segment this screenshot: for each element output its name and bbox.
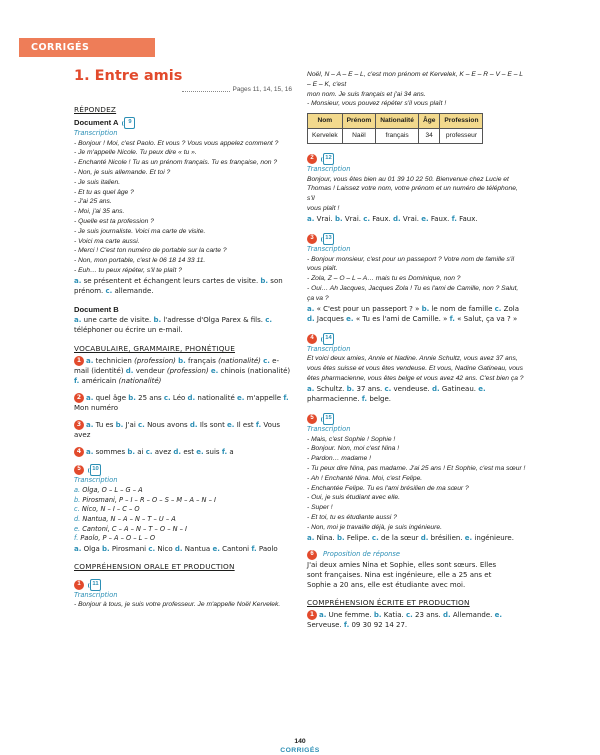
answer-text: américain <box>79 377 119 386</box>
audio-track-icon[interactable]: 11 <box>90 579 101 591</box>
answer-text: belge. <box>367 394 391 403</box>
answer-key: f. <box>221 448 228 457</box>
spelling-line: d. Nantua, N – A – N – T – U – A <box>74 514 176 523</box>
answer-text: e-mail (identité) <box>74 357 279 376</box>
answer-text: Nantua <box>182 544 213 553</box>
answer-text: (nationalité) <box>118 377 162 386</box>
answer-text: le nom de famille <box>429 304 495 313</box>
text-line: Sophie a 20 ans, elle est étudiante avec moi. <box>307 580 466 589</box>
text-line: - Euh… tu peux répéter, s'il te plaît ? <box>74 266 182 274</box>
table-header-profession: Profession <box>440 114 483 129</box>
answer-key: c. <box>263 357 270 366</box>
answer-key: b. <box>334 214 343 223</box>
text-line: - Je suis italien. <box>74 178 121 186</box>
exercise-3-answers <box>74 420 292 440</box>
exercise-r5-heading <box>307 413 527 425</box>
table-row <box>308 128 483 143</box>
answer-text: vendeur <box>133 367 167 376</box>
answer-text: Katia. <box>381 611 406 620</box>
answer-text: Nous avons <box>144 421 190 430</box>
table-cell: 34 <box>418 128 439 143</box>
table-cell: Kervelek <box>308 128 343 143</box>
answer-key: d. <box>307 314 315 323</box>
table-header-row <box>308 114 483 129</box>
doc-a-label: Document A <box>74 117 119 127</box>
answer-key: d. <box>125 367 134 376</box>
doc-a-answers <box>74 276 292 296</box>
answer-text: chinois (nationalité) <box>218 367 291 376</box>
answer-key: d. <box>187 394 196 403</box>
footer-label: CORRIGÉS <box>280 747 320 754</box>
answer-text: Il est <box>234 421 256 430</box>
answer-key: c. <box>384 384 392 393</box>
text-line: ça va ? <box>307 294 329 302</box>
exercise-number-badge: 5 <box>307 414 317 424</box>
answer-text: ai <box>135 448 146 457</box>
answer-text: Ils sont <box>197 421 228 430</box>
answer-key: e. <box>196 448 204 457</box>
transcription-label: Transcription <box>74 590 118 599</box>
text-line: vous êtes suisse et vous êtes vendeuse. Et vous, Nadine Gatineau, vous <box>307 365 523 373</box>
answer-key: e. <box>237 394 245 403</box>
answer-text: Serveuse. <box>307 621 344 630</box>
text-line: - Et toi, tu es étudiante aussi ? <box>307 513 397 521</box>
answer-key: d. <box>442 611 451 620</box>
answer-key: b. <box>421 304 430 313</box>
answer-text: vendeuse. <box>391 384 432 393</box>
answer-key: a. <box>86 421 94 430</box>
answer-text: se présentent et échangent leurs cartes de visite. <box>81 276 261 285</box>
answer-text: Nina. <box>314 533 337 542</box>
answer-text: J'ai <box>123 421 139 430</box>
answer-key: a. <box>74 315 82 324</box>
answer-text: de la sœur <box>378 533 421 542</box>
answer-text: technicien <box>93 357 135 366</box>
answer-text: Mon numéro <box>74 404 118 413</box>
answer-key: a. <box>86 357 94 366</box>
answer-text: une carte de visite. <box>81 315 154 324</box>
section-vgp: VOCABULAIRE, GRAMMAIRE, PHONÉTIQUE <box>74 343 236 353</box>
answer-text: brésilien. <box>428 533 465 542</box>
answer-key: b. <box>128 394 136 403</box>
text-line: - Super ! <box>307 504 333 512</box>
answer-key: c. <box>105 286 113 295</box>
exercise-r2-heading <box>307 153 527 165</box>
answer-key: c. <box>148 544 156 553</box>
answer-key: d. <box>420 533 429 542</box>
section-cop: COMPRÉHENSION ORALE ET PRODUCTION <box>74 561 235 571</box>
answer-key: b. <box>153 315 162 324</box>
left-column <box>74 70 292 610</box>
answer-key: e. <box>421 214 429 223</box>
answer-key: a. <box>307 214 315 223</box>
text-line: Bonjour, vous êtes bien au 01 39 10 22 50. Bienvenue chez Lucie et <box>307 175 509 183</box>
page-title: 1. Entre amis <box>74 68 183 84</box>
text-line: - Voici ma carte aussi. <box>74 237 140 245</box>
answer-text: Vrai. <box>342 214 364 223</box>
answer-text: ingénieure. <box>472 533 514 542</box>
doc-b-answers <box>74 315 292 335</box>
text-line: - Non, moi je travaille déjà, je suis ingénieure. <box>307 523 442 531</box>
answer-text: nationalité <box>195 394 238 403</box>
exercise-r2-answers <box>307 214 527 224</box>
audio-track-icon[interactable]: 9 <box>124 117 135 129</box>
right-column <box>307 70 527 630</box>
exercise-number-badge: 4 <box>74 447 84 457</box>
answer-key: f. <box>283 394 289 403</box>
audio-track-icon[interactable]: 14 <box>323 333 334 345</box>
table-header-nationalite: Nationalité <box>376 114 419 129</box>
answer-key: b. <box>336 533 345 542</box>
proposition-label: Proposition de réponse <box>323 549 401 558</box>
answer-key: c. <box>138 421 145 430</box>
text-line: - J'ai 25 ans. <box>74 198 112 206</box>
answer-key: e. <box>227 421 235 430</box>
answer-text: « Salut, ça va ? » <box>454 314 518 323</box>
answer-text: a <box>227 448 234 457</box>
text-line: Thomas ! Laissez votre nom, votre prénom et un numéro de téléphone, s'il <box>307 185 518 203</box>
answer-text: sommes <box>93 448 128 457</box>
answer-text: téléphoner ou écrire un e-mail. <box>74 325 183 334</box>
exercise-number-badge: 2 <box>74 393 84 403</box>
text-line: sont françaises. Nina est ingénieure, elle a 25 ans et <box>307 570 492 579</box>
answer-key: a. <box>307 384 315 393</box>
exercise-r3-answers <box>307 304 527 324</box>
section-tab: CORRIGÉS <box>19 38 155 57</box>
doc-a-transcription <box>74 139 292 276</box>
answer-text: quel âge <box>93 394 129 403</box>
table-header-prenom: Prénom <box>342 114 376 129</box>
answer-text: son prénom. <box>74 276 283 295</box>
answer-text: Cantoni <box>219 544 252 553</box>
answer-key: e. <box>346 314 354 323</box>
exercise-number-badge: 2 <box>307 154 317 164</box>
answer-key: c. <box>145 448 153 457</box>
answer-text: Pirosmani <box>109 544 149 553</box>
text-line: - Enchantée Felipe. Tu es l'ami brésilien de ma sœur ? <box>307 484 469 492</box>
answer-text: Allemande. <box>450 611 495 620</box>
exercise-4-answers <box>74 447 292 457</box>
text-line: - Oui, je suis étudiant avec elle. <box>307 494 400 502</box>
transcription-label: Transcription <box>74 128 118 137</box>
doc-a-heading <box>74 117 292 129</box>
answer-key: b. <box>127 448 136 457</box>
doc-b-label: Document B <box>74 304 119 314</box>
answer-key: f. <box>251 544 257 553</box>
transcription-label: Transcription <box>307 164 351 173</box>
answer-key: b. <box>373 611 382 620</box>
answer-text: (profession) <box>134 357 179 366</box>
answer-key: f. <box>343 621 350 630</box>
text-line: J'ai deux amies Nina et Sophie, elles sont sœurs. Elles <box>307 560 497 569</box>
exercise-r6-heading <box>307 550 527 560</box>
transcription-label: Transcription <box>74 476 118 485</box>
exercise-r2-transcription <box>307 175 527 214</box>
exercise-number-badge: 1 <box>74 356 84 366</box>
answer-text: Faux. <box>456 214 478 223</box>
answer-text: Zola <box>501 304 519 313</box>
text-line: - Non, je suis allemande. Et toi ? <box>74 168 171 176</box>
exercise-5-answers <box>74 544 292 554</box>
answer-text: l'adresse d'Olga Parex & fils. <box>161 315 266 324</box>
answer-key: b. <box>260 276 269 285</box>
answer-text: 37 ans. <box>354 384 385 393</box>
answer-text: 09 30 92 14 27. <box>349 621 408 630</box>
answer-key: f. <box>255 421 262 430</box>
text-line: - Merci ! C'est ton numéro de portable sur la carte ? <box>74 247 227 255</box>
answer-text: Felipe. <box>344 533 372 542</box>
answer-text: 23 ans. <box>412 611 443 620</box>
answer-key: d. <box>431 384 440 393</box>
spelling-line: e. Cantoni, C – A – N – T – O – N – I <box>74 524 187 533</box>
text-line: - Moi, j'ai 35 ans. <box>74 208 125 216</box>
answer-text: français <box>185 357 219 366</box>
audio-track-icon[interactable]: 12 <box>323 153 334 165</box>
answer-key: a. <box>307 304 315 313</box>
audio-track-icon[interactable]: 13 <box>323 233 334 245</box>
exercise-r4-answers <box>307 384 527 404</box>
answer-text: Faux. <box>370 214 393 223</box>
answer-key: d. <box>189 421 198 430</box>
exercise-number-badge: 1 <box>307 610 317 620</box>
text-line: Et voici deux amies, Annie et Nadine. Annie Schultz, vous avez 37 ans, <box>307 355 518 363</box>
answer-key: c. <box>371 533 379 542</box>
answer-key: f. <box>74 377 80 386</box>
table-cell: Naël <box>342 128 376 143</box>
text-line: vous plaît ! <box>307 204 340 212</box>
answer-text: Tu es <box>93 421 116 430</box>
exercise-2-answers <box>74 393 292 413</box>
answer-key: d. <box>392 214 401 223</box>
exercise-5-heading <box>74 464 292 476</box>
exercise-co1-heading <box>74 579 292 591</box>
answer-text: pharmacienne. <box>307 394 362 403</box>
exercise-r3-transcription <box>307 255 527 304</box>
exercise-number-badge: 4 <box>307 334 317 344</box>
answer-text: Vrai. <box>314 214 335 223</box>
text-line: vous plaît. <box>307 265 338 273</box>
spelling-line: f. Paolo, P – A – O – L – O <box>74 534 156 543</box>
answer-key: c. <box>494 304 502 313</box>
table-cell: français <box>376 128 419 143</box>
exercise-number-badge: 6 <box>307 550 317 560</box>
text-line: - Je m'appelle Nicole. Tu peux dire « tu ». <box>74 149 197 157</box>
answer-key: a. <box>319 611 327 620</box>
title-row <box>74 70 292 96</box>
answer-text: Paolo <box>256 544 278 553</box>
answer-text: allemande. <box>112 286 154 295</box>
identity-table <box>307 113 483 144</box>
exercise-ce1-answers <box>307 610 527 630</box>
doc-b-heading <box>74 305 292 315</box>
exercise-r6-answer <box>307 560 527 590</box>
text-line: - Je suis journaliste. Voici ma carte de visite. <box>74 227 206 235</box>
exercise-5-spelling <box>74 486 292 544</box>
spelling-line: b. Pirosmani, P – I – R – O – S – M – A – N – I <box>74 495 216 504</box>
answer-key: e. <box>464 533 473 542</box>
answer-key: e. <box>212 544 220 553</box>
text-line: - Mais, c'est Sophie ! Sophie ! <box>307 435 396 443</box>
exercise-r5-transcription <box>307 435 527 533</box>
answer-text: Jacques <box>314 314 347 323</box>
section-repondez: RÉPONDEZ <box>74 105 117 114</box>
text-line: - Quelle est ta profession ? <box>74 217 154 225</box>
exercise-number-badge: 3 <box>74 420 84 430</box>
answer-key: d. <box>174 544 183 553</box>
answer-text: Faux. <box>428 214 452 223</box>
text-line: - Bonjour ! Moi, c'est Paolo. Et vous ? Vous vous appelez comment ? <box>74 139 279 147</box>
answer-key: c. <box>405 611 413 620</box>
answer-text: Vous avez <box>74 421 281 440</box>
exercise-number-badge: 1 <box>74 580 84 590</box>
answer-text: « C'est pour un passeport ? » <box>314 304 422 313</box>
answer-key: a. <box>74 276 82 285</box>
intro-transcription <box>307 70 527 109</box>
title-dots <box>182 91 230 92</box>
answer-key: e. <box>494 611 503 620</box>
transcription-label: Transcription <box>307 244 351 253</box>
answer-key: d. <box>173 448 182 457</box>
answer-text: Une femme. <box>326 611 374 620</box>
audio-track-icon[interactable]: 15 <box>323 413 334 425</box>
exercise-number-badge: 3 <box>307 234 317 244</box>
answer-key: c. <box>265 315 273 324</box>
answer-key: f. <box>449 314 455 323</box>
audio-track-icon[interactable]: 10 <box>90 464 101 476</box>
answer-text: (nationalité) <box>218 357 264 366</box>
page-footer <box>0 737 600 755</box>
answer-text: est <box>181 448 197 457</box>
text-line: - Bonjour monsieur, c'est pour un passeport ? Votre nom de famille s'il <box>307 255 515 263</box>
text-line: - Pardon… madame ! <box>307 455 371 463</box>
exercise-r3-heading <box>307 233 527 245</box>
exercise-co1-line: - Bonjour à tous, je suis votre professeur. Je m'appelle Noël Kervelek. <box>74 601 281 609</box>
spelling-line: a. Olga, O – L – G – A <box>74 486 143 495</box>
text-line: - Oui… Ah Jacques, Jacques Zola ! Tu es l'ami de Camille, non ? Salut, <box>307 284 519 292</box>
answer-key: b. <box>115 421 124 430</box>
text-line: - Tu peux dire Nina, pas madame. J'ai 25 ans ! Et Sophie, c'est ma sœur ! <box>307 464 526 472</box>
text-line: - Monsieur, vous pouvez répéter s'il vous plaît ! <box>307 100 447 108</box>
answer-text: Nico <box>155 544 175 553</box>
text-line: - Bonjour. Non, moi c'est Nina ! <box>307 445 400 453</box>
answer-text: m'appelle <box>244 394 284 403</box>
answer-text: 25 ans <box>135 394 164 403</box>
table-cell: professeur <box>440 128 483 143</box>
text-line: Noël, N – A – E – L, c'est mon prénom et Kervelek, K – E – R – V – E – L – E – K, c'est <box>307 71 523 88</box>
text-line: - Zola, Z – O – L – A… mais tu es Dominique, non ? <box>307 275 461 283</box>
exercise-r4-heading <box>307 333 527 345</box>
answer-key: a. <box>86 448 94 457</box>
page-number: 140 <box>294 738 306 745</box>
text-line: mon nom. Je suis français et j'ai 34 ans. <box>307 90 426 98</box>
answer-key: a. <box>307 533 315 542</box>
answer-text: Gatineau. <box>439 384 479 393</box>
text-line: - Non, mon portable, c'est le 06 18 14 33 11. <box>74 257 206 265</box>
answer-key: c. <box>363 214 371 223</box>
spelling-line: c. Nico, N – I – C – O <box>74 505 140 514</box>
table-header-age: Âge <box>418 114 439 129</box>
answer-text: Schultz. <box>314 384 347 393</box>
answer-key: b. <box>178 357 186 366</box>
answer-text: avez <box>152 448 174 457</box>
answer-key: e. <box>210 367 219 376</box>
answer-key: b. <box>346 384 355 393</box>
answer-key: f. <box>451 214 457 223</box>
answer-text: Vrai. <box>400 214 422 223</box>
answer-text: (profession) <box>166 367 211 376</box>
exercise-r4-transcription <box>307 354 527 383</box>
exercise-r5-answers <box>307 533 527 543</box>
text-line: - Ah ! Enchanté Nina. Moi, c'est Felipe. <box>307 474 423 482</box>
exercise-1-answers <box>74 356 292 386</box>
text-line: - Et tu as quel âge ? <box>74 188 134 196</box>
section-cep: COMPRÉHENSION ÉCRITE ET PRODUCTION <box>307 597 470 607</box>
answer-key: c. <box>163 394 171 403</box>
answer-text: Léo <box>170 394 188 403</box>
text-line: - Enchanté Nicole ! Tu as un prénom français. Tu es française, non ? <box>74 159 278 167</box>
transcription-label: Transcription <box>307 424 351 433</box>
answer-key: e. <box>478 384 486 393</box>
answer-key: b. <box>102 544 110 553</box>
answer-text: suis <box>203 448 222 457</box>
table-header-nom: Nom <box>308 114 343 129</box>
answer-text: « Tu es l'ami de Camille. » <box>353 314 450 323</box>
text-line: êtes pharmacienne, vous êtes belge et vous avez 42 ans. C'est bien ça ? <box>307 374 524 382</box>
answer-text: Olga <box>81 544 103 553</box>
answer-key: a. <box>74 544 82 553</box>
answer-key: f. <box>361 394 368 403</box>
page-reference: Pages 11, 14, 15, 16 <box>232 86 292 93</box>
answer-key: a. <box>86 394 94 403</box>
transcription-label: Transcription <box>307 344 351 353</box>
exercise-number-badge: 5 <box>74 465 84 475</box>
